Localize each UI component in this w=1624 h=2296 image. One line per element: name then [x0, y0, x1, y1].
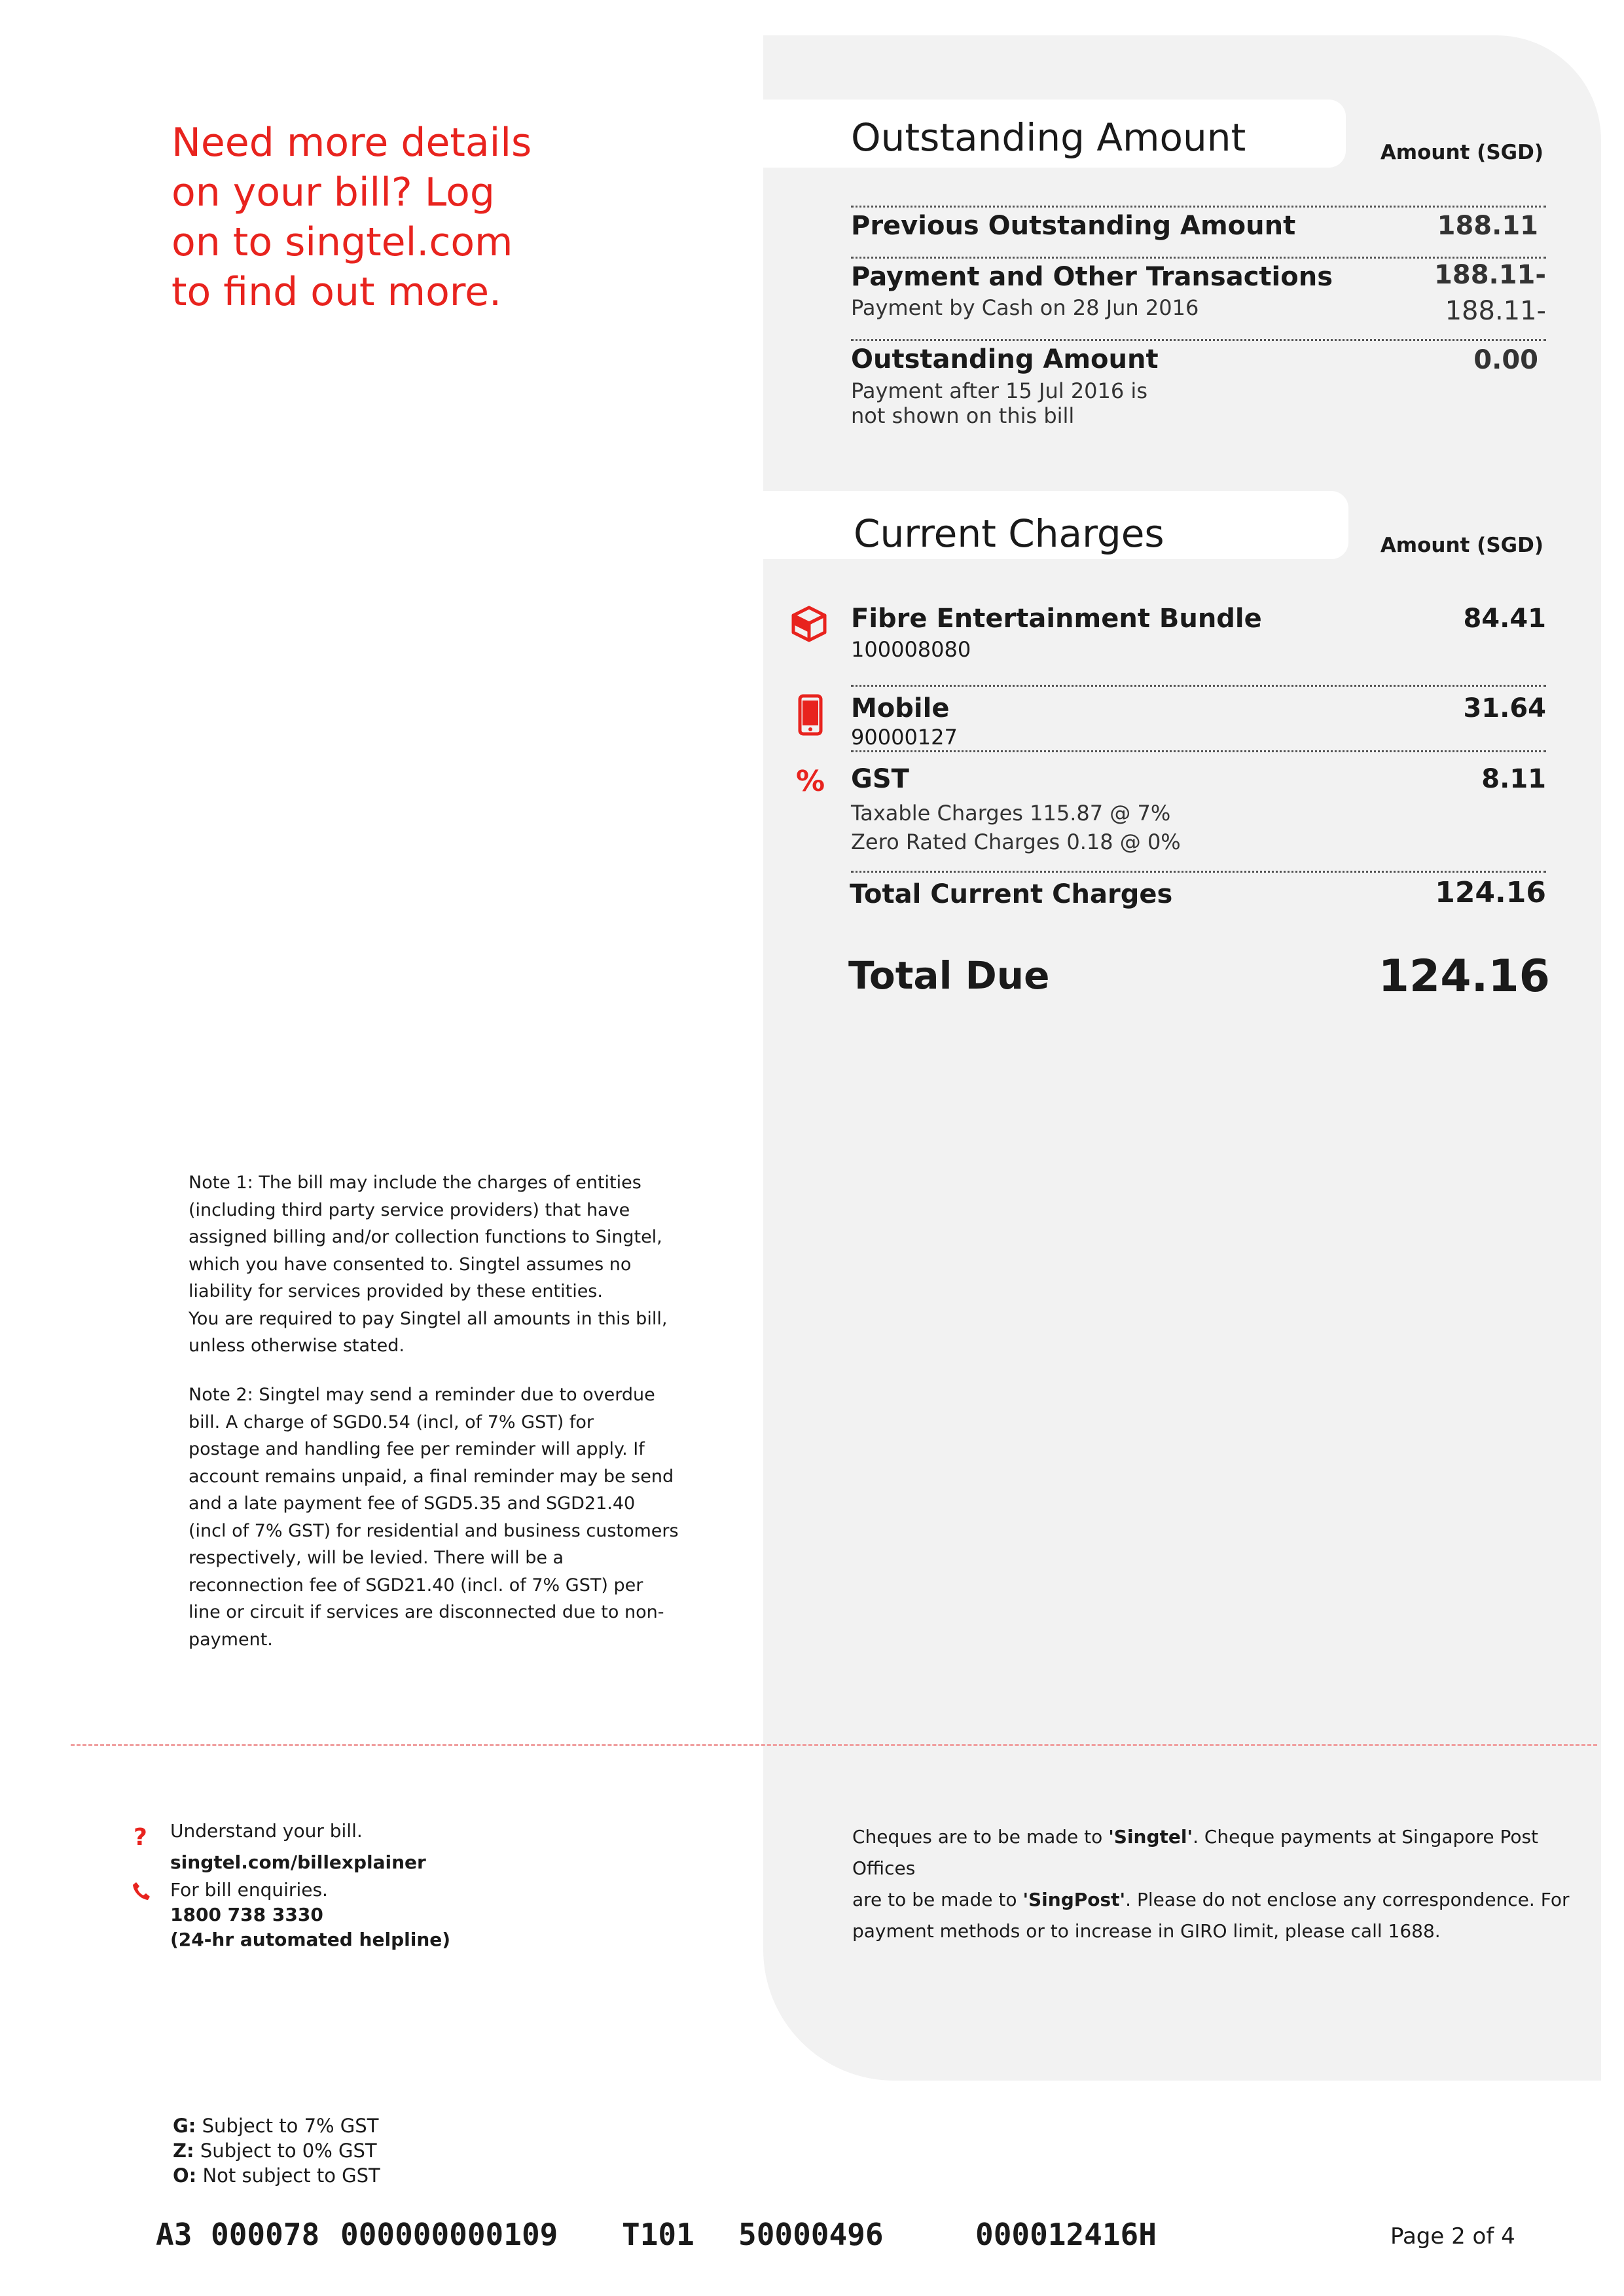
scan-code: A3: [156, 2217, 192, 2252]
helpline-number: 1800 738 3330: [170, 1904, 323, 1925]
payment-transactions-label: Payment and Other Transactions: [851, 262, 1333, 292]
payee-singpost: 'SingPost': [1022, 1889, 1126, 1910]
note-line: and a late payment fee of SGD5.35 and SGD21.40: [189, 1493, 636, 1514]
note-line: which you have consented to. Singtel assumes no: [189, 1254, 632, 1275]
cheque-line: [852, 1821, 1572, 1884]
note-1: [189, 1169, 673, 1360]
outstanding-amount-label: Outstanding Amount: [851, 344, 1159, 374]
item-title: Fibre Entertainment Bundle: [851, 604, 1262, 634]
item-amount: 84.41: [1463, 604, 1546, 634]
legend-text: Not subject to GST: [196, 2164, 380, 2187]
promo-line: Need more details: [171, 120, 532, 166]
gst-taxable-line: Taxable Charges 115.87 @ 7%: [851, 801, 1171, 826]
legend-item: [173, 2138, 380, 2163]
understand-bill-text: Understand your bill.: [170, 1820, 363, 1842]
note-line: postage and handling fee per reminder will apply. If: [189, 1439, 645, 1459]
note-line: Note 1: The bill may include the charges of entities: [189, 1173, 641, 1193]
note-line: You are required to pay Singtel all amounts in this bill,: [189, 1308, 668, 1329]
promo-message: [171, 118, 577, 317]
note-line: assigned billing and/or collection functions to Singtel,: [189, 1227, 662, 1247]
previous-outstanding-value: 188.11: [1437, 211, 1538, 241]
note-line: Note 2: Singtel may send a reminder due to overdue: [189, 1385, 655, 1405]
divider: [851, 685, 1546, 687]
note-line: line or circuit if services are disconnected due to non-: [189, 1602, 664, 1622]
payment-detail-label: Payment by Cash on 28 Jun 2016: [851, 295, 1199, 320]
outstanding-title: Outstanding Amount: [851, 115, 1246, 160]
current-charges-title: Current Charges: [854, 511, 1164, 556]
note-line: bill. A charge of SGD0.54 (incl, of 7% GST) for: [189, 1412, 594, 1432]
cheque-instructions: [852, 1821, 1572, 1947]
note-2: [189, 1381, 686, 1653]
legend-text: Subject to 0% GST: [194, 2140, 377, 2162]
cheque-text: . Please do not enclose any correspondence. For: [1125, 1889, 1570, 1910]
legend-code: O:: [173, 2164, 197, 2187]
gst-legend: [173, 2113, 380, 2188]
item-account-number: 100008080: [851, 637, 971, 662]
payee-singtel: 'Singtel': [1108, 1826, 1193, 1848]
item-title: GST: [851, 764, 909, 794]
item-title: Mobile: [851, 693, 950, 723]
note-line: (incl of 7% GST) for residential and business customers: [189, 1520, 679, 1541]
tear-off-line: [71, 1744, 1597, 1746]
total-due-label: Total Due: [848, 953, 1050, 998]
page-number: Page 2 of 4: [1390, 2223, 1515, 2250]
divider: [851, 206, 1546, 208]
note-line: unless otherwise stated.: [189, 1336, 405, 1356]
summary-panel: [763, 35, 1601, 2081]
bill-explainer-link[interactable]: singtel.com/billexplainer: [170, 1851, 426, 1873]
gst-zero-rated-line: Zero Rated Charges 0.18 @ 0%: [851, 829, 1181, 854]
cheque-line: payment methods or to increase in GIRO limit, please call 1688.: [852, 1920, 1441, 1942]
note-line: reconnection fee of SGD21.40 (incl. of 7% GST) per: [189, 1575, 643, 1595]
item-amount: 8.11: [1481, 764, 1546, 794]
note-line: account remains unpaid, a final reminder may be send: [189, 1466, 674, 1487]
payment-transactions-value: 188.11-: [1434, 260, 1546, 290]
helpline-note: (24-hr automated helpline): [170, 1929, 451, 1950]
note-line: payment.: [189, 1629, 273, 1650]
outstanding-note-line1: Payment after 15 Jul 2016 is: [851, 378, 1147, 403]
question-icon: ?: [134, 1824, 147, 1851]
legend-item: [173, 2163, 380, 2188]
outstanding-amount-label: Amount (SGD): [1380, 141, 1543, 164]
mobile-phone-icon: [797, 694, 823, 736]
divider: [851, 257, 1546, 259]
outstanding-amount-value: 0.00: [1473, 345, 1538, 375]
total-due-value: 124.16: [1378, 951, 1550, 1002]
percent-icon: %: [796, 765, 825, 798]
cheque-text: Cheques are to be made to: [852, 1826, 1109, 1848]
promo-line: to find out more.: [171, 269, 502, 315]
enquiries-text: For bill enquiries.: [170, 1879, 328, 1901]
scan-code: 000078: [211, 2217, 320, 2252]
scan-code: 000012416H: [975, 2217, 1157, 2252]
scan-code: 50000496: [738, 2217, 884, 2252]
scan-code: T101: [622, 2217, 695, 2252]
divider: [851, 339, 1546, 341]
cheque-line: [852, 1884, 1572, 1916]
note-line: respectively, will be levied. There will be a: [189, 1548, 564, 1568]
total-current-charges-label: Total Current Charges: [850, 879, 1173, 909]
note-line: liability for services provided by these entities.: [189, 1281, 603, 1302]
previous-outstanding-label: Previous Outstanding Amount: [851, 211, 1296, 241]
cheque-text: are to be made to: [852, 1889, 1023, 1910]
current-amount-label: Amount (SGD): [1380, 534, 1543, 557]
scan-code: 000000000109: [340, 2217, 558, 2252]
item-account-number: 90000127: [851, 725, 958, 750]
payment-detail-value: 188.11-: [1445, 296, 1546, 326]
legend-item: [173, 2113, 380, 2138]
total-current-charges-value: 124.16: [1435, 876, 1546, 909]
phone-icon: [131, 1880, 154, 1904]
promo-line: on to singtel.com: [171, 219, 513, 265]
cheque-text: . Cheque payments at Singapore Post Offices: [852, 1826, 1539, 1879]
legend-text: Subject to 7% GST: [196, 2115, 379, 2137]
divider: [851, 750, 1546, 752]
divider: [851, 871, 1546, 873]
legend-code: G:: [173, 2115, 196, 2137]
package-icon: [789, 604, 829, 643]
item-amount: 31.64: [1463, 693, 1546, 723]
note-line: (including third party service providers) that have: [189, 1199, 630, 1220]
outstanding-note-line2: not shown on this bill: [851, 403, 1075, 428]
legend-code: Z:: [173, 2140, 194, 2162]
promo-line: on your bill? Log: [171, 170, 495, 215]
